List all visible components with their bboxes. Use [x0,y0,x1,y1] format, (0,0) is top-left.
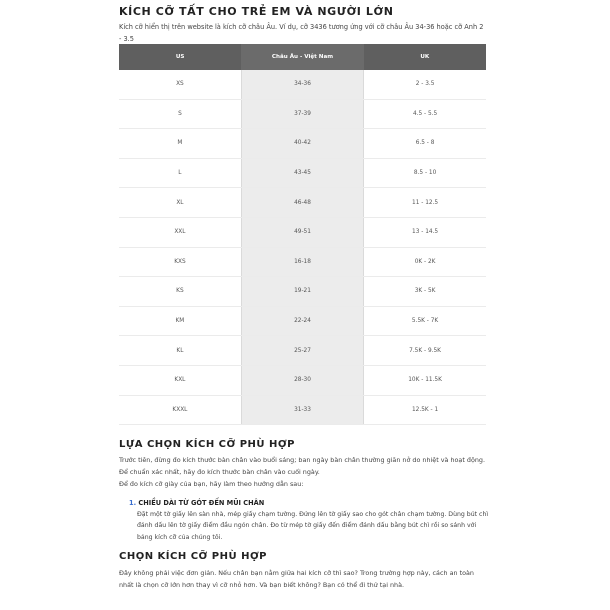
cell-us: M [119,129,241,159]
measure-step [129,497,489,543]
cell-us: XS [119,70,241,99]
cell-us: KL [119,336,241,366]
cell-eu-vn: 19-21 [241,277,363,307]
cell-us: KXS [119,247,241,277]
table-row [119,306,486,336]
table-row [119,395,486,425]
cell-uk: 0K - 2K [364,247,486,277]
table-row [119,277,486,307]
step-title [129,497,489,509]
cell-eu-vn: 28-30 [241,365,363,395]
table-row [119,129,486,159]
table-row [119,158,486,188]
table-row [119,70,486,99]
intro-text: Kích cỡ hiển thị trên website là kích cỡ châu Âu. Ví dụ, cỡ 3436 tương ứng với cỡ châu Âu 34-36 hoặc cỡ Anh 2 - 3.5 [119,23,484,43]
table-header-row [119,44,486,70]
section-heading-size-selection: LỰA CHỌN KÍCH CỠ PHÙ HỢP [119,439,295,450]
cell-eu-vn: 25-27 [241,336,363,366]
cell-us: L [119,158,241,188]
table-row [119,336,486,366]
cell-eu-vn: 37-39 [241,99,363,129]
cell-eu-vn: 40-42 [241,129,363,159]
table-row [119,247,486,277]
cell-eu-vn: 46-48 [241,188,363,218]
step-title-text: CHIỀU DÀI TỪ GÓT ĐẾN MŨI CHÂN [138,499,265,507]
measure-advice-text: Trước tiên, đừng đo kích thước bàn chân vào buổi sáng; ban ngày bàn chân thường giãn nở do nhiệt và hoạt động. Để chuẩn xác nhất, hãy đo kích thước bàn chân vào cuối ngày. [119,456,485,477]
cell-uk: 8.5 - 10 [364,158,486,188]
cell-uk: 13 - 14.5 [364,217,486,247]
cell-us: KXL [119,365,241,395]
size-table [119,44,486,425]
section-heading-choose-size: CHỌN KÍCH CỠ PHÙ HỢP [119,551,268,562]
measure-instruction-text: Để đo kích cỡ giày của bạn, hãy làm theo hướng dẫn sau: [119,480,304,488]
cell-uk: 4.5 - 5.5 [364,99,486,129]
step-description: Đặt một tờ giấy lên sàn nhà, mép giấy chạm tường. Đứng lên tờ giấy sao cho gót chân chạm tường. Dùng bút chì đánh dấu lên tờ giấy điểm đầu ngón chân. Đo từ mép tờ giấy đến điểm đánh dấu bằng bút chì rồi so sánh với bảng kích cỡ của chúng tôi. [137,511,489,541]
cell-us: S [119,99,241,129]
cell-eu-vn: 16-18 [241,247,363,277]
cell-us: XL [119,188,241,218]
header-uk: UK [364,44,486,70]
cell-uk: 5.5K - 7K [364,306,486,336]
cell-us: KS [119,277,241,307]
cell-us: XXL [119,217,241,247]
choose-size-text: Đây không phải việc đơn giản. Nếu chân bạn nằm giữa hai kích cỡ thì sao? Trong trường hợp này, cách an toàn nhất là chọn cỡ lớn hơn thay vì cỡ nhỏ hơn. Và bạn biết không? Bạn có thể đi thử tại nhà. [119,569,474,589]
cell-uk: 6.5 - 8 [364,129,486,159]
cell-uk: 2 - 3.5 [364,70,486,99]
header-us: US [119,44,241,70]
table-row [119,365,486,395]
step-number: 1. [129,499,137,507]
cell-uk: 11 - 12.5 [364,188,486,218]
cell-eu-vn: 31-33 [241,395,363,425]
cell-uk: 3K - 5K [364,277,486,307]
cell-uk: 10K - 11.5K [364,365,486,395]
table-row [119,217,486,247]
cell-us: KXXL [119,395,241,425]
table-row [119,99,486,129]
cell-eu-vn: 22-24 [241,306,363,336]
cell-us: KM [119,306,241,336]
table-row [119,188,486,218]
cell-eu-vn: 34-36 [241,70,363,99]
page-title: KÍCH CỠ TẤT CHO TRẺ EM VÀ NGƯỜI LỚN [119,5,394,18]
cell-uk: 12.5K - 1 [364,395,486,425]
cell-uk: 7.5K - 9.5K [364,336,486,366]
cell-eu-vn: 49-51 [241,217,363,247]
header-eu-vn: Châu Âu - Việt Nam [241,44,363,70]
cell-eu-vn: 43-45 [241,158,363,188]
